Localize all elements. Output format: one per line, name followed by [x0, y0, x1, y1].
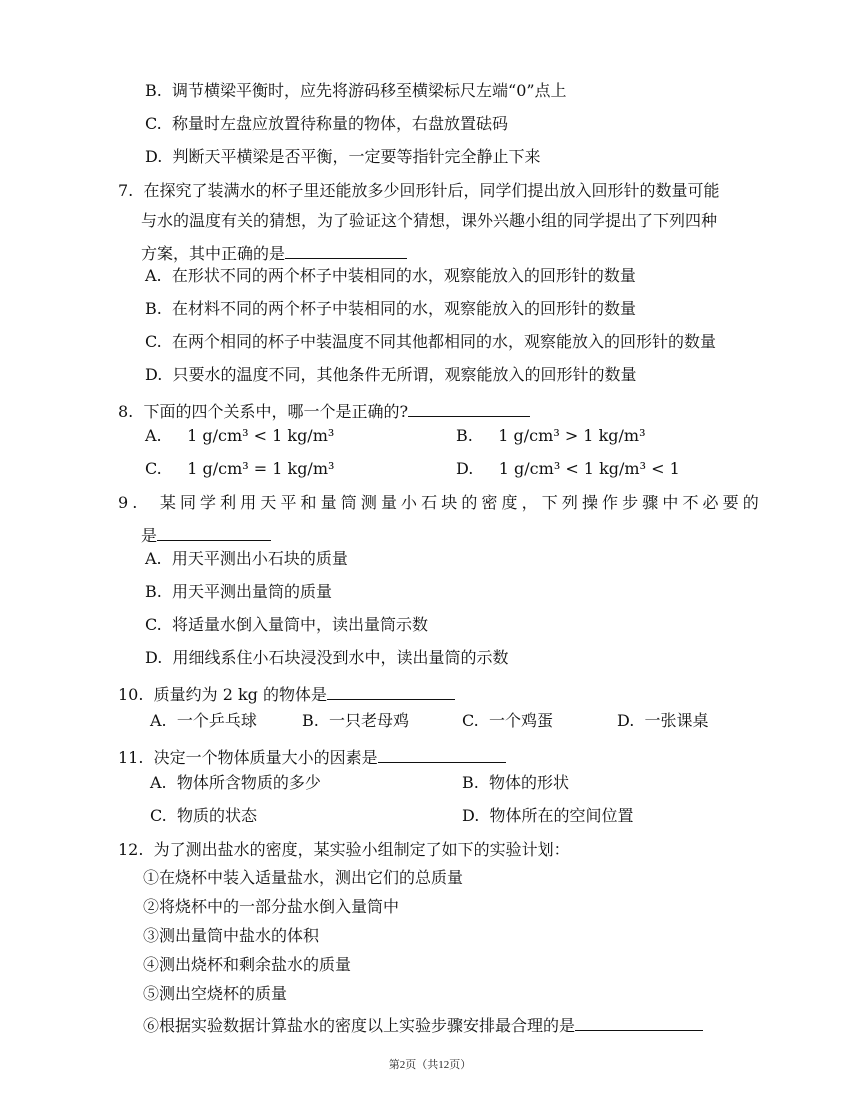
answer-blank[interactable] — [408, 398, 530, 417]
q10-option-d — [617, 710, 709, 732]
q12-step-2 — [143, 896, 399, 918]
option-letter: B. — [145, 582, 162, 601]
q11-option-c — [150, 805, 257, 827]
q7-stem-line-3 — [141, 240, 407, 265]
q10-option-a — [150, 710, 257, 732]
q8-option-b — [456, 425, 645, 447]
q9-option-b — [145, 581, 332, 603]
q6-option-b — [145, 80, 567, 102]
option-letter: D. — [145, 365, 163, 384]
q10-option-b — [302, 710, 409, 732]
q9-stem-line-2 — [141, 522, 271, 547]
question-text: 某同学利用天平和量筒测量小石块的密度，下列操作步骤中不必要的 — [159, 493, 763, 512]
q12-step-3 — [143, 925, 319, 947]
q9-option-d — [145, 647, 509, 669]
option-text: 判断天平横梁是否平衡，一定要等指针完全静止下来 — [172, 147, 541, 166]
question-text: 为了测出盐水的密度，某实验小组制定了如下的实验计划： — [153, 840, 570, 859]
option-letter: A. — [150, 773, 167, 792]
option-text: 1 g/cm³ > 1 kg/m³ — [498, 426, 646, 445]
question-text: 方案，其中正确的是 — [141, 244, 286, 263]
q12-step-1 — [143, 867, 463, 889]
option-letter: D. — [145, 648, 163, 667]
q8-option-c — [145, 458, 334, 480]
q11-option-a — [150, 772, 321, 794]
question-number: 10. — [118, 685, 144, 704]
option-letter: A. — [145, 426, 162, 445]
q12-step-5 — [143, 983, 287, 1005]
option-letter: A. — [150, 711, 167, 730]
option-text: 一个鸡蛋 — [488, 711, 553, 730]
q7-option-d — [145, 364, 637, 386]
option-text: 在两个相同的杯子中装温度不同其他都相同的水，观察能放入的回形针的数量 — [171, 332, 716, 351]
q7-option-b — [145, 298, 636, 320]
option-letter: C. — [145, 332, 162, 351]
option-text: 一只老母鸡 — [329, 711, 410, 730]
q12-stem — [118, 839, 570, 861]
option-text: 称量时左盘应放置待称量的物体，右盘放置砝码 — [171, 114, 508, 133]
option-letter: D. — [145, 147, 163, 166]
option-text: 1 g/cm³ = 1 kg/m³ — [187, 459, 335, 478]
q12-step-4 — [143, 954, 351, 976]
option-text: 用天平测出小石块的质量 — [171, 549, 348, 568]
step-text: ③测出量筒中盐水的体积 — [143, 926, 320, 945]
option-letter: B. — [302, 711, 319, 730]
question-text: 决定一个物体质量大小的因素是 — [153, 748, 378, 767]
q8-option-d — [456, 458, 680, 480]
answer-blank[interactable] — [157, 522, 271, 541]
option-letter: B. — [456, 426, 473, 445]
option-letter: B. — [145, 299, 162, 318]
page-footer: 第2页（共12页） — [388, 1059, 472, 1071]
option-text: 物体所含物质的多少 — [176, 773, 321, 792]
step-text: ⑤测出空烧杯的质量 — [143, 984, 288, 1003]
option-letter: A. — [145, 549, 162, 568]
option-text: 1 g/cm³ < 1 kg/m³ — [187, 426, 335, 445]
question-number: 11. — [118, 748, 144, 767]
question-number: 8. — [118, 402, 134, 421]
step-text: ②将烧杯中的一部分盐水倒入量筒中 — [143, 897, 400, 916]
question-text: 在探究了装满水的杯子里还能放多少回形针后，同学们提出放入回形针的数量可能 — [143, 181, 720, 200]
question-number: 7. — [118, 181, 134, 200]
q7-option-c — [145, 331, 716, 353]
q10-option-c — [462, 710, 553, 732]
option-letter: C. — [145, 615, 162, 634]
option-text: 一个乒乓球 — [176, 711, 257, 730]
option-letter: C. — [145, 114, 162, 133]
answer-blank[interactable] — [575, 1012, 703, 1031]
q7-stem-line-2 — [141, 210, 717, 232]
option-text: 物体所在的空间位置 — [489, 806, 634, 825]
option-text: 物体的形状 — [489, 773, 570, 792]
option-letter: B. — [462, 773, 479, 792]
option-text: 将适量水倒入量筒中，读出量筒示数 — [171, 615, 428, 634]
option-letter: C. — [150, 806, 167, 825]
q10-stem — [118, 681, 455, 706]
question-text: 与水的温度有关的猜想，为了验证这个猜想，课外兴趣小组的同学提出了下列四种 — [141, 211, 718, 230]
step-text: ⑥根据实验数据计算盐水的密度以上实验步骤安排最合理的是 — [143, 1016, 576, 1035]
q11-option-b — [462, 772, 569, 794]
q7-stem-line-1 — [118, 180, 719, 202]
question-number: 9. — [118, 493, 142, 512]
option-text: 调节横梁平衡时，应先将游码移至横梁标尺左端“0”点上 — [172, 81, 567, 100]
option-text: 用天平测出量筒的质量 — [172, 582, 333, 601]
option-text: 用细线系住小石块浸没到水中，读出量筒的示数 — [172, 648, 509, 667]
q6-option-d — [145, 146, 541, 168]
option-letter: D. — [456, 459, 474, 478]
option-text: 在形状不同的两个杯子中装相同的水，观察能放入的回形针的数量 — [171, 266, 636, 285]
option-letter: A. — [145, 266, 162, 285]
option-letter: B. — [145, 81, 162, 100]
answer-blank[interactable] — [378, 744, 506, 763]
q9-stem-line-1 — [118, 492, 763, 514]
option-text: 一张课桌 — [644, 711, 709, 730]
option-letter: D. — [462, 806, 480, 825]
question-text: 是 — [141, 526, 158, 545]
q12-step-6 — [143, 1012, 703, 1037]
q9-option-a — [145, 548, 348, 570]
q11-option-d — [462, 805, 634, 827]
option-text: 1 g/cm³ < 1 kg/m³ < 1 — [498, 459, 680, 478]
q11-stem — [118, 744, 506, 769]
q6-option-c — [145, 113, 508, 135]
step-text: ①在烧杯中装入适量盐水，测出它们的总质量 — [143, 868, 464, 887]
step-text: ④测出烧杯和剩余盐水的质量 — [143, 955, 352, 974]
q9-option-c — [145, 614, 428, 636]
q8-stem — [118, 398, 530, 423]
option-text: 在材料不同的两个杯子中装相同的水，观察能放入的回形针的数量 — [172, 299, 637, 318]
option-letter: C. — [145, 459, 162, 478]
question-text: 下面的四个关系中，哪一个是正确的? — [143, 402, 409, 421]
question-number: 12. — [118, 840, 144, 859]
question-text: 质量约为 2 kg 的物体是 — [153, 685, 328, 704]
option-letter: C. — [462, 711, 479, 730]
answer-blank[interactable] — [327, 681, 455, 700]
q7-option-a — [145, 265, 636, 287]
option-text: 物质的状态 — [176, 806, 257, 825]
answer-blank[interactable] — [285, 240, 407, 259]
q8-option-a — [145, 425, 334, 447]
option-text: 只要水的温度不同，其他条件无所谓，观察能放入的回形针的数量 — [172, 365, 637, 384]
option-letter: D. — [617, 711, 635, 730]
